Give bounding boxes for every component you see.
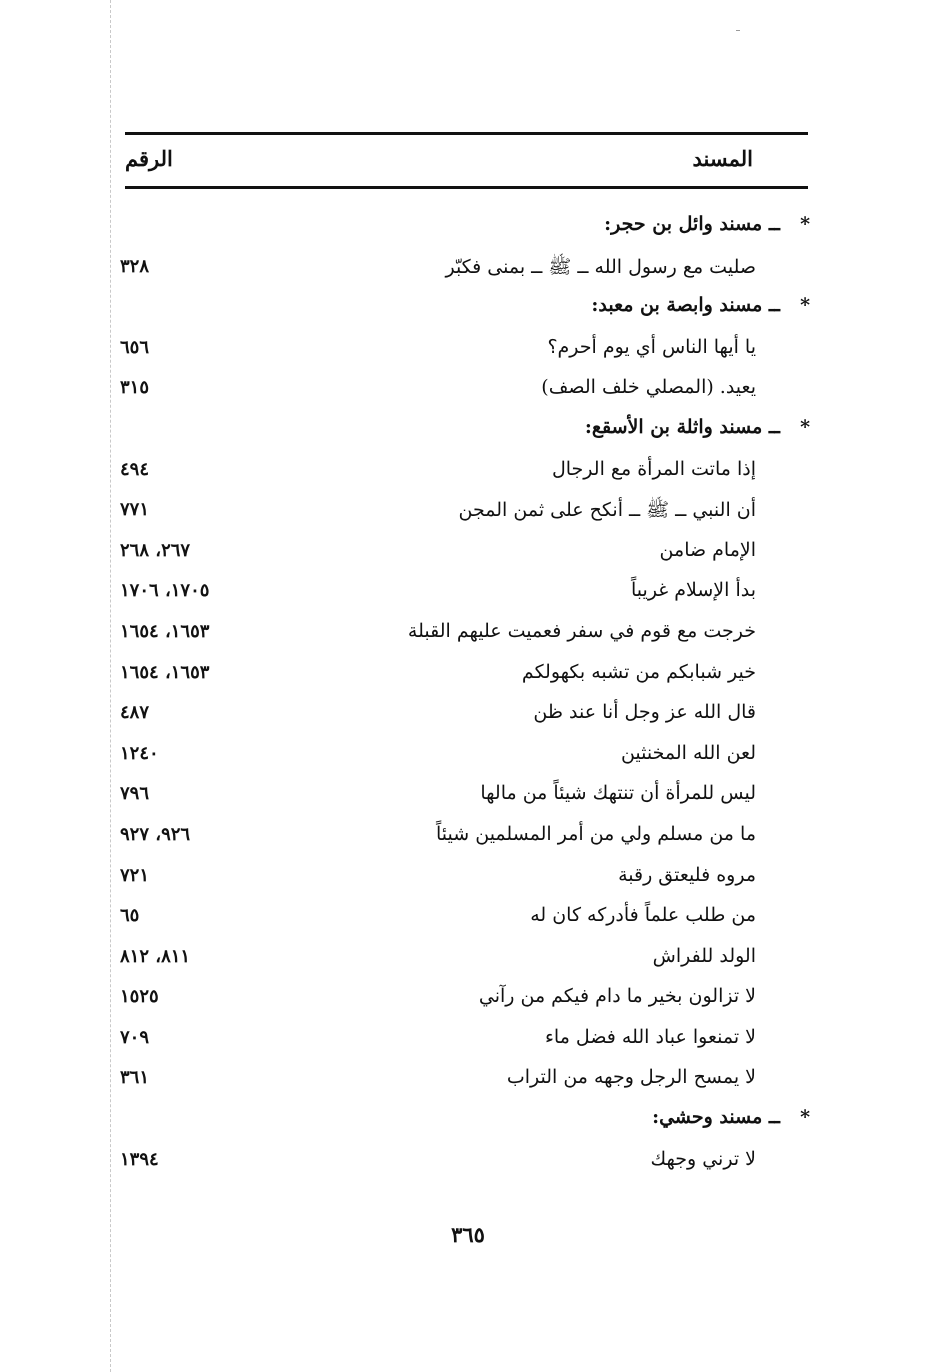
hadith-entry-row [110,532,810,573]
hadith-entry-row [110,451,810,492]
hadith-entry-row [110,735,810,776]
hadith-entry-row [110,897,810,938]
hadith-number: ٣٢٨ [120,255,150,277]
hadith-number: ٤٨٧ [120,702,150,724]
hadith-text: يا أيها الناس أي يوم أحرم؟ [547,335,756,358]
hadith-text: الولد للفراش [652,944,756,967]
hadith-entry-row [110,654,810,695]
section-star-marker: * [800,294,810,317]
hadith-number: ١٦٥٣، ١٦٥٤ [120,661,210,683]
hadith-number: ٦٥ [120,905,140,927]
hadith-entry-row [110,248,810,289]
section-heading-row [110,288,810,329]
hadith-entry-row [110,938,810,979]
header-bottom-rule [125,186,808,189]
section-heading-row [110,410,810,451]
hadith-number: ١٣٩٤ [120,1148,159,1170]
section-title: ــ مسند وابصة بن معبد: [591,294,780,317]
hadith-entry-row [110,491,810,532]
page-number: ٣٦٥ [451,1222,485,1247]
number-column-header: الرقم [125,146,173,171]
scan-speck [736,30,740,31]
header-top-rule [125,132,808,135]
hadith-text: يعيد. (المصلي خلف الصف) [541,376,756,399]
hadith-entry-row [110,1141,810,1182]
hadith-text: لعن الله المخنثين [620,741,756,764]
hadith-entry-row [110,694,810,735]
hadith-entry-row [110,329,810,370]
section-heading-row [110,1100,810,1141]
hadith-text: خير شبابكم من تشبه بكهولكم [521,660,756,683]
hadith-number: ٧٧١ [120,499,150,521]
hadith-text: لا ترني وجهك [650,1147,756,1170]
hadith-text: إذا ماتت المرأة مع الرجال [551,457,756,480]
hadith-number: ٨١١، ٨١٢ [120,945,191,967]
hadith-number: ٧٩٦ [120,783,150,805]
hadith-entry-row [110,369,810,410]
hadith-text: قال الله عز وجل أنا عند ظن [533,701,756,724]
musnad-column-header: المسند [692,146,753,171]
hadith-text: الإمام ضامن [659,538,756,561]
section-star-marker: * [800,213,810,235]
hadith-number: ٧٢١ [120,864,150,886]
hadith-entry-row [110,1059,810,1100]
hadith-entry-row [110,572,810,613]
section-star-marker: * [800,415,810,438]
hadith-text: لا تمنعوا عباد الله فضل ماء [544,1025,756,1048]
hadith-entry-row [110,775,810,816]
hadith-entry-row [110,816,810,857]
hadith-number: ٢٦٧، ٢٦٨ [120,539,191,561]
hadith-text: بدأ الإسلام غريباً [631,579,756,602]
hadith-text: أن النبي ــ ﷺ ــ أنكح على ثمن المجن [458,499,756,522]
hadith-number: ٣١٥ [120,377,150,399]
hadith-number: ١٢٤٠ [120,742,159,764]
section-star-marker: * [800,1106,810,1129]
hadith-number: ١٦٥٣، ١٦٥٤ [120,620,210,642]
hadith-text: من طلب علماً فأدركه كان له [530,904,756,927]
hadith-text: ما من مسلم ولي من أمر المسلمين شيئاً [436,822,756,845]
hadith-number: ١٧٠٥، ١٧٠٦ [120,580,210,602]
hadith-text: لا تزالون بخير ما دام فيكم من رآني [478,985,756,1008]
hadith-number: ٣٦١ [120,1067,150,1089]
hadith-entry-row [110,1019,810,1060]
hadith-entry-row [110,978,810,1019]
section-title: ــ مسند واثلة بن الأسقع: [584,415,780,438]
hadith-text: مروه فليعتق رقبة [618,863,756,886]
index-entries [110,207,810,1181]
hadith-entry-row [110,857,810,898]
hadith-number: ٩٢٦، ٩٢٧ [120,823,191,845]
hadith-entry-row [110,613,810,654]
hadith-text: ليس للمرأة أن تنتهك شيئاً من مالها [480,782,756,805]
hadith-text: لا يمسح الرجل وجهه من التراب [506,1066,756,1089]
section-heading-row [110,207,810,248]
section-title: ــ مسند وائل بن حجر: [604,213,780,235]
hadith-number: ٧٠٩ [120,1026,150,1048]
hadith-number: ١٥٢٥ [120,986,159,1008]
table-header [125,138,808,184]
section-title: ــ مسند وحشي: [652,1106,780,1129]
hadith-text: صليت مع رسول الله ــ ﷺ ــ بمنى فكبّر [445,255,756,278]
hadith-text: خرجت مع قوم في سفر فعميت عليهم القبلة [407,619,756,642]
hadith-number: ٤٩٤ [120,458,150,480]
hadith-number: ٦٥٦ [120,336,150,358]
